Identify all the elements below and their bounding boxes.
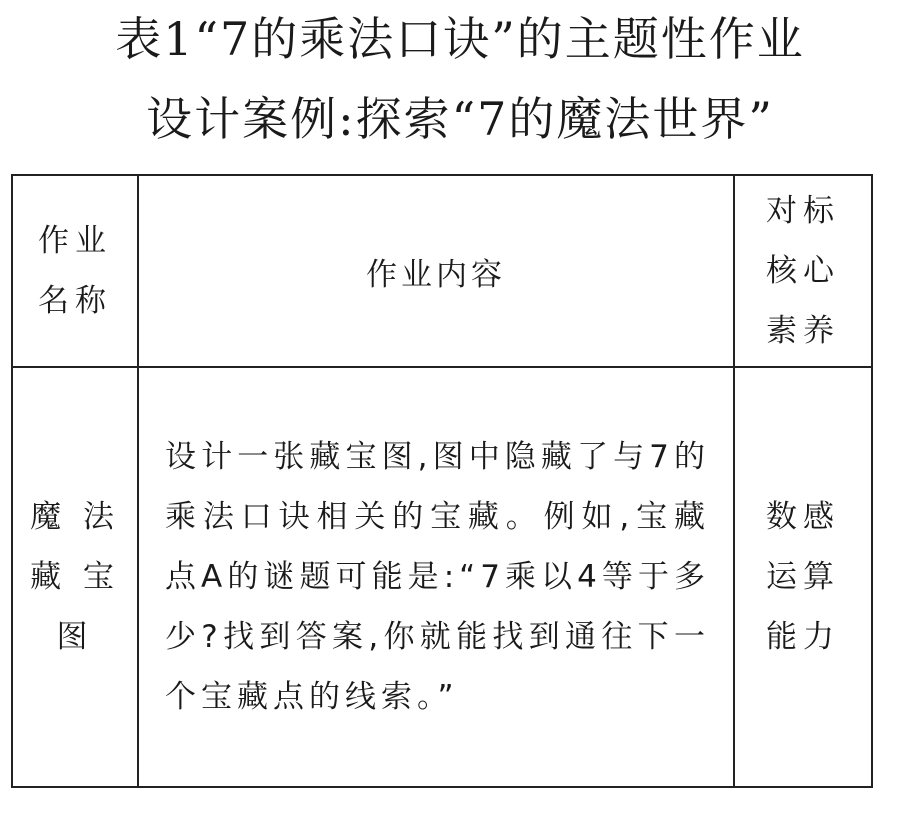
cell-homework-name: [12, 367, 138, 787]
core-literacy-line: 数感: [766, 499, 840, 535]
header-literacy-line: 核心: [766, 253, 840, 289]
header-literacy-line: 素养: [766, 313, 840, 349]
homework-name-line: 图: [56, 619, 94, 655]
header-name-line: 作业: [38, 223, 112, 259]
cell-homework-content: [138, 367, 734, 787]
homework-design-table: [11, 174, 873, 788]
homework-content-text: 设计一张藏宝图,图中隐藏了与7的乘法口诀相关的宝藏。例如,宝藏点A的谜题可能是:“7乘以4等于多少?找到答案,你就能找到通往下一个宝藏点的线索。”: [165, 439, 710, 715]
homework-name-line: 魔 法: [30, 499, 120, 535]
header-cell-name: [12, 175, 138, 367]
table-title-line-2: 设计案例:探索“7的魔法世界”: [146, 92, 774, 146]
core-literacy-line: 能力: [766, 619, 840, 655]
core-literacy-line: 运算: [766, 559, 840, 595]
table-header-row: [12, 175, 872, 367]
table-title-line-1: 表1“7的乘法口诀”的主题性作业: [115, 12, 805, 66]
header-cell-content: [138, 175, 734, 367]
header-name-line: 名称: [38, 283, 112, 319]
header-content-label: 作业内容: [366, 256, 506, 293]
header-literacy-line: 对标: [766, 193, 840, 229]
cell-core-literacy: [734, 367, 872, 787]
header-cell-literacy: [734, 175, 872, 367]
homework-name-line: 藏 宝: [30, 559, 120, 595]
table-row: [12, 367, 872, 787]
